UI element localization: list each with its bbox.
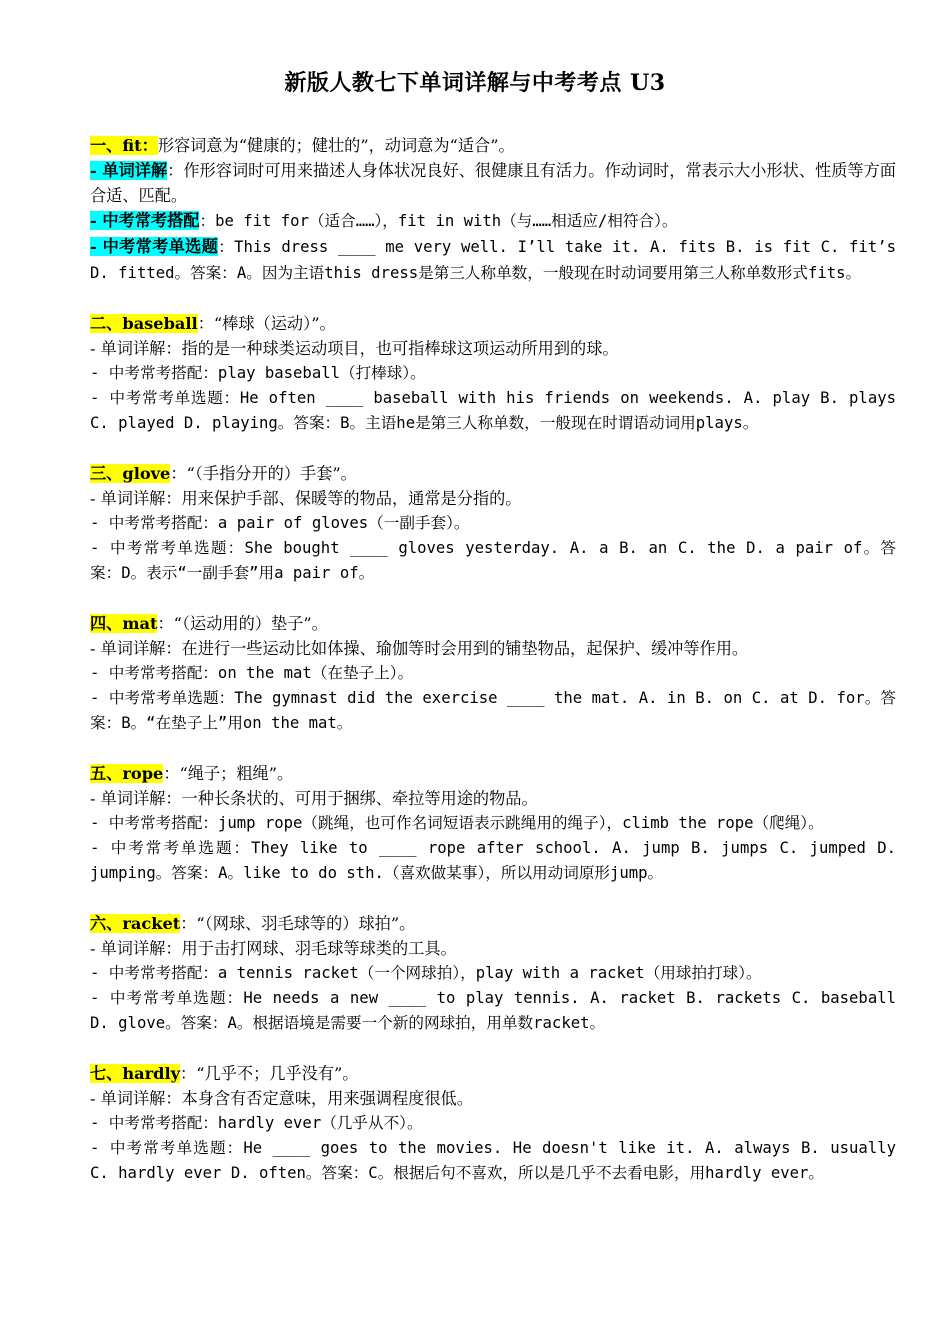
section-hardly: [90, 1061, 896, 1186]
entry-meaning: ：“（手指分开的）手套”。: [170, 464, 357, 483]
collocation-text: - 中考常考搭配：hardly ever（几乎从不）。: [90, 1114, 423, 1132]
entry-meaning: ：“棒球（运动）”。: [197, 314, 336, 333]
entry-heading-line: [90, 1061, 896, 1086]
entry-heading: 七、hardly: [90, 1064, 181, 1083]
question-text: - 中考常考单选题：He needs a new ____ to play tennis. A. racket B. rackets C. baseball D. glove。答案：A。根据语境是需要一个新的网球拍，用单数racket。: [90, 989, 896, 1032]
entry-heading: 五、rope: [90, 764, 164, 783]
entry-heading: 三、glove: [90, 464, 171, 483]
entry-heading-line: [90, 461, 896, 486]
entry-heading-line: [90, 311, 896, 336]
section-rope: [90, 761, 896, 886]
collocation-label: - 中考常考搭配: [90, 211, 200, 230]
entry-meaning: 形容词意为“健康的；健壮的”，动词意为“适合”。: [157, 136, 515, 155]
entry-meaning: ：“（网球、羽毛球等的）球拍”。: [180, 914, 416, 933]
entry-heading: 二、baseball: [90, 314, 198, 333]
entry-heading-line: [90, 761, 896, 786]
entry-meaning: ：“几乎不；几乎没有”。: [180, 1064, 359, 1083]
detail-text: - 单词详解：指的是一种球类运动项目，也可指棒球这项运动所用到的球。: [90, 339, 619, 358]
entry-heading-line: [90, 911, 896, 936]
section-mat: [90, 611, 896, 736]
collocation-text: ：be fit for（适合……），fit in with（与……相适应/相符合）。: [199, 212, 678, 230]
question-text: - 中考常考单选题：The gymnast did the exercise ____ the mat. A. in B. on C. at D. for。答案：B。“在垫子上”用on the mat。: [90, 689, 896, 732]
section-racket: [90, 911, 896, 1036]
collocation-text: - 中考常考搭配：play baseball（打棒球）。: [90, 364, 426, 382]
document-body: [90, 133, 896, 1211]
section-baseball: [90, 311, 896, 436]
question-text: - 中考常考单选题：She bought ____ gloves yesterday. A. a B. an C. the D. a pair of。答案：D。表示“一副手套”用a pair of。: [90, 539, 896, 582]
question-text: - 中考常考单选题：They like to ____ rope after school. A. jump B. jumps C. jumped D. jumping。答案：A。like to do sth.（喜欢做某事），所以用动词原形jump。: [90, 839, 896, 882]
collocation-line: [90, 208, 896, 234]
question-text: ：This dress ____ me very well. I’ll take it. A. fits B. is fit C. fit’s D. fitted。答案：A。因为主语this dress是第三人称单数，一般现在时动词要用第三人称单数形式fits。: [90, 238, 896, 282]
question-text: - 中考常考单选题：He ____ goes to the movies. He doesn't like it. A. always B. usually C. hardly ever D. often。答案：C。根据后句不喜欢，所以是几乎不去看电影，用hardly ever。: [90, 1139, 896, 1182]
collocation-text: - 中考常考搭配：a pair of gloves（一副手套）。: [90, 514, 470, 532]
collocation-text: - 中考常考搭配：jump rope（跳绳，也可作名词短语表示跳绳用的绳子），climb the rope（爬绳）。: [90, 814, 824, 832]
question-text: - 中考常考单选题：He often ____ baseball with his friends on weekends. A. play B. plays C. played D. playing。答案：B。主语he是第三人称单数，一般现在时谓语动词用plays。: [90, 389, 896, 432]
detail-text: - 单词详解：用于击打网球、羽毛球等球类的工具。: [90, 939, 457, 958]
entry-heading-line: [90, 133, 896, 158]
section-fit: [90, 133, 896, 286]
detail-text: - 单词详解：在进行一些运动比如体操、瑜伽等时会用到的铺垫物品，起保护、缓冲等作用。: [90, 639, 749, 658]
entry-heading-line: [90, 611, 896, 636]
entry-heading: 四、mat: [90, 614, 158, 633]
collocation-text: - 中考常考搭配：a tennis racket（一个网球拍），play with a racket（用球拍打球）。: [90, 964, 762, 982]
detail-label: - 单词详解: [90, 161, 168, 180]
detail-line: [90, 158, 896, 208]
detail-text: - 单词详解：用来保护手部、保暖等的物品，通常是分指的。: [90, 489, 522, 508]
section-glove: [90, 461, 896, 586]
entry-heading: 一、fit：: [90, 136, 158, 155]
entry-heading: 六、racket: [90, 914, 181, 933]
question-label: - 中考常考单选题: [90, 237, 219, 256]
page-title: 新版人教七下单词详解与中考考点 U3: [284, 70, 666, 96]
detail-text: - 单词详解：一种长条状的、可用于捆绑、牵拉等用途的物品。: [90, 789, 538, 808]
collocation-text: - 中考常考搭配：on the mat（在垫子上）。: [90, 664, 414, 682]
entry-meaning: ：“绳子；粗绳”。: [163, 764, 294, 783]
entry-meaning: ：“（运动用的）垫子”。: [157, 614, 328, 633]
question-line: [90, 234, 896, 286]
detail-text: ：作形容词时可用来描述人身体状况良好、很健康且有活力。作动词时，常表示大小形状、性质等方面合适、匹配。: [90, 161, 896, 205]
detail-text: - 单词详解：本身含有否定意味，用来强调程度很低。: [90, 1089, 473, 1108]
